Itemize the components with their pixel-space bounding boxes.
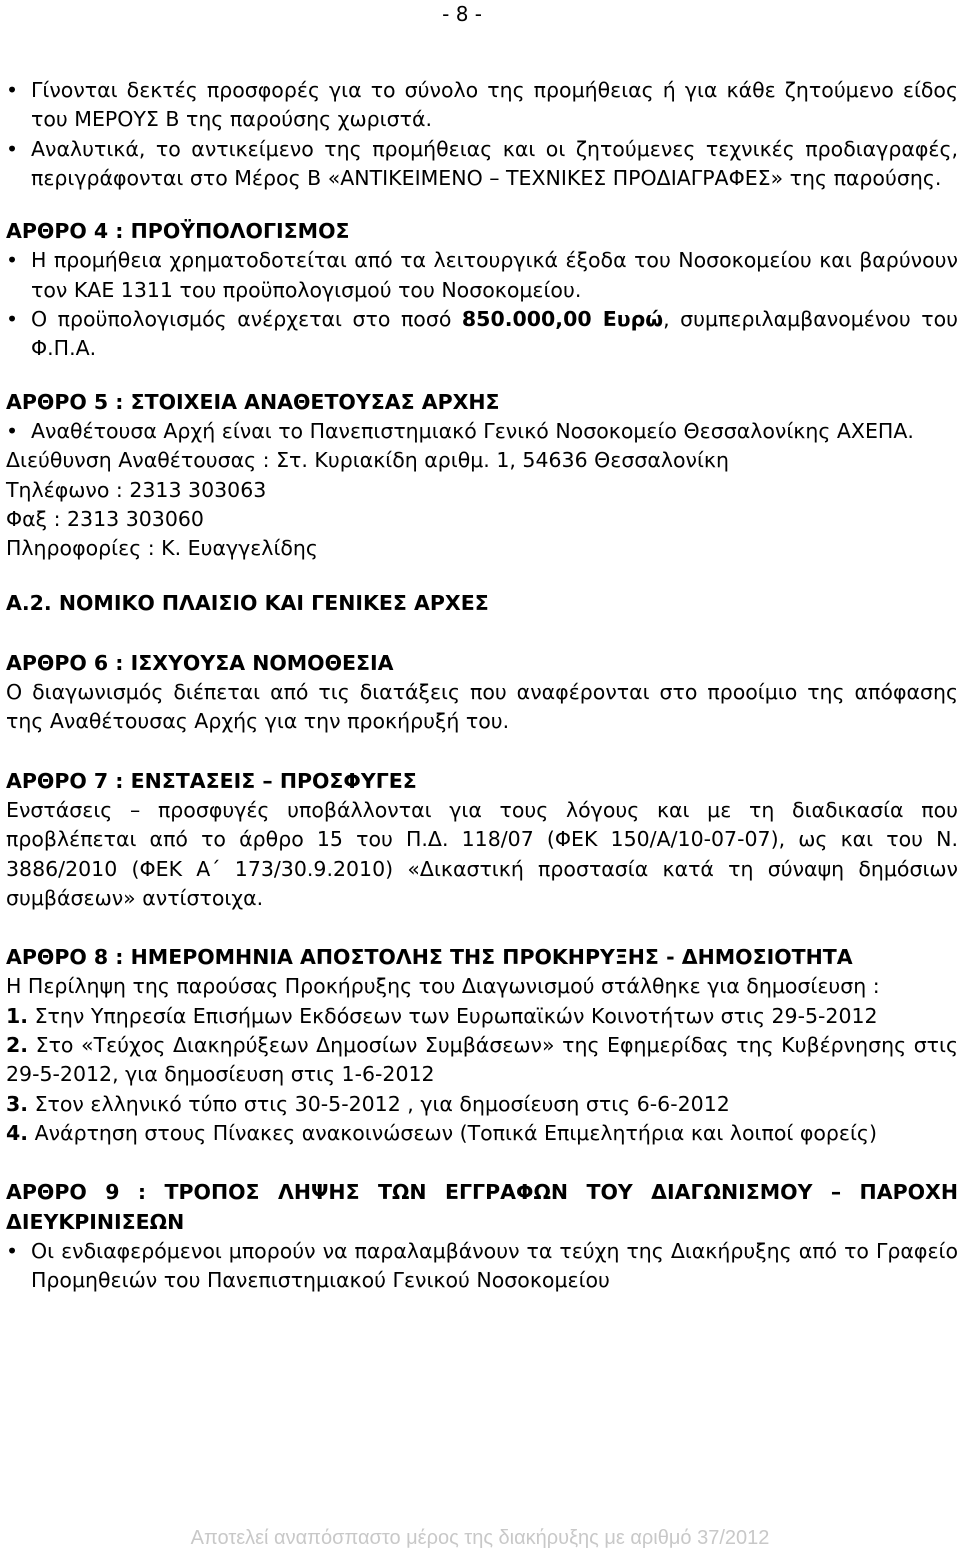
authority-address: Διεύθυνση Αναθέτουσας : Στ. Κυριακίδη αριθμ. 1, 54636 Θεσσαλονίκη: [6, 448, 729, 473]
article-9-heading: ΑΡΘΡΟ 9 : ΤΡΟΠΟΣ ΛΗΨΗΣ ΤΩΝ ΕΓΓΡΑΦΩΝ ΤΟΥ ΔΙΑΓΩΝΙΣΜΟΥ – ΠΑΡΟΧΗ ΔΙΕΥΚΡΙΝΙΣΕΩΝ: [6, 1180, 958, 1234]
publication-item-number: 1.: [6, 1003, 29, 1028]
authority-phone: Τηλέφωνο : 2313 303063: [6, 477, 267, 502]
article-7-heading: ΑΡΘΡΟ 7 : ΕΝΣΤΑΣΕΙΣ – ΠΡΟΣΦΥΓΕΣ: [6, 768, 417, 793]
footer-watermark: Αποτελεί αναπόσπαστο μέρος της διακήρυξης με αριθμό 37/2012: [190, 1527, 770, 1549]
article-7-text: Ενστάσεις – προσφυγές υποβάλλονται για τους λόγους και με τη διαδικασία που προβλέπεται από το άρθρο 15 του Π.Δ. 118/07 (ΦΕΚ 150/Α/10-07-07), ως και του Ν. 3886/2010 (ΦΕΚ Α΄ 173/30.9.2010) «Δικαστική προστασία κατά τη σύναψη δημόσιων συμβάσεων» αντίστοιχα.: [6, 797, 958, 910]
bullet-offers: • Γίνονται δεκτές προσφορές για το σύνολο της προμήθειας ή για κάθε ζητούμενο είδος του ΜΕΡΟΥΣ Β της παρούσης χωριστά.: [6, 76, 958, 135]
publication-item-text: Στην Υπηρεσία Επισήμων Εκδόσεων των Ευρωπαϊκών Κοινοτήτων στις 29-5-2012: [28, 1003, 878, 1028]
article-8-intro: Η Περίληψη της παρούσας Προκήρυξης του Διαγωνισμού στάλθηκε για δημοσίευση :: [6, 974, 880, 999]
publication-item-number: 3.: [6, 1091, 29, 1116]
authority-contact: Πληροφορίες : Κ. Ευαγγελίδης: [6, 536, 318, 561]
article-5-heading: ΑΡΘΡΟ 5 : ΣΤΟΙΧΕΙΑ ΑΝΑΘΕΤΟΥΣΑΣ ΑΡΧΗΣ: [6, 389, 500, 414]
section-a2-heading: Α.2. ΝΟΜΙΚΟ ΠΛΑΙΣΙΟ ΚΑΙ ΓΕΝΙΚΕΣ ΑΡΧΕΣ: [6, 591, 489, 616]
article-8-heading: ΑΡΘΡΟ 8 : ΗΜΕΡΟΜΗΝΙΑ ΑΠΟΣΤΟΛΗΣ ΤΗΣ ΠΡΟΚΗΡΥΞΗΣ - ΔΗΜΟΣΙΟΤΗΤΑ: [6, 945, 853, 970]
publication-item: [6, 1090, 958, 1119]
publication-item-text: Ανάρτηση στους Πίνακες ανακοινώσεων (Τοπικά Επιμελητήρια και λοιποί φορείς): [28, 1120, 877, 1145]
publication-item: [6, 1002, 958, 1031]
article-6-text: Ο διαγωνισμός διέπεται από τις διατάξεις που αναφέρονται στο προοίμιο της απόφασης της Αναθέτουσας Αρχής για την προκήρυξή του.: [6, 680, 958, 734]
publication-item-number: 4.: [6, 1120, 29, 1145]
document-body: [6, 76, 958, 1295]
budget-amount: 850.000,00 Ευρώ: [461, 307, 664, 332]
authority-fax: Φαξ : 2313 303060: [6, 506, 204, 531]
article-4-budget: [6, 305, 958, 364]
bullet-specifications: • Αναλυτικά, το αντικείμενο της προμήθειας και οι ζητούμενες τεχνικές προδιαγραφές, περιγράφονται στο Μέρος Β «ΑΝΤΙΚΕΙΜΕΝΟ – ΤΕΧΝΙΚΕΣ ΠΡΟΔΙΑΓΡΑΦΕΣ» της παρούσης.: [6, 135, 958, 194]
publication-item: [6, 1119, 958, 1148]
publication-item-text: Στο «Τεύχος Διακηρύξεων Δημοσίων Συμβάσεων» της Εφημερίδας της Κυβέρνησης στις 29-5-2012, για δημοσίευση στις 1-6-2012: [6, 1033, 958, 1087]
publication-item: [6, 1031, 958, 1090]
publication-item-text: Στον ελληνικό τύπο στις 30-5-2012 , για δημοσίευση στις 6-6-2012: [28, 1091, 730, 1116]
page-number: - 8 -: [442, 2, 482, 26]
article-5-authority: • Αναθέτουσα Αρχή είναι το Πανεπιστημιακό Γενικό Νοσοκομείο Θεσσαλονίκης ΑΧΕΠΑ.: [6, 417, 958, 446]
article-6-heading: ΑΡΘΡΟ 6 : ΙΣΧΥΟΥΣΑ ΝΟΜΟΘΕΣΙΑ: [6, 650, 394, 675]
publication-item-number: 2.: [6, 1033, 29, 1058]
budget-text: Ο προϋπολογισμός ανέρχεται στο ποσό: [31, 307, 462, 332]
article-4-heading: ΑΡΘΡΟ 4 : ΠΡΟΫΠΟΛΟΓΙΣΜΟΣ: [6, 219, 350, 244]
budget-vat: , συμπεριλαμβανομένου του Φ.Π.Α.: [31, 307, 958, 361]
article-9-bullet: • Οι ενδιαφερόμενοι μπορούν να παραλαμβάνουν τα τεύχη της Διακήρυξης από το Γραφείο Προμηθειών του Πανεπιστημιακού Γενικού Νοσοκομείου: [6, 1237, 958, 1296]
article-4-funding: • Η προμήθεια χρηματοδοτείται από τα λειτουργικά έξοδα του Νοσοκομείου και βαρύνουν τον ΚΑΕ 1311 του προϋπολογισμού του Νοσοκομείου.: [6, 246, 958, 305]
